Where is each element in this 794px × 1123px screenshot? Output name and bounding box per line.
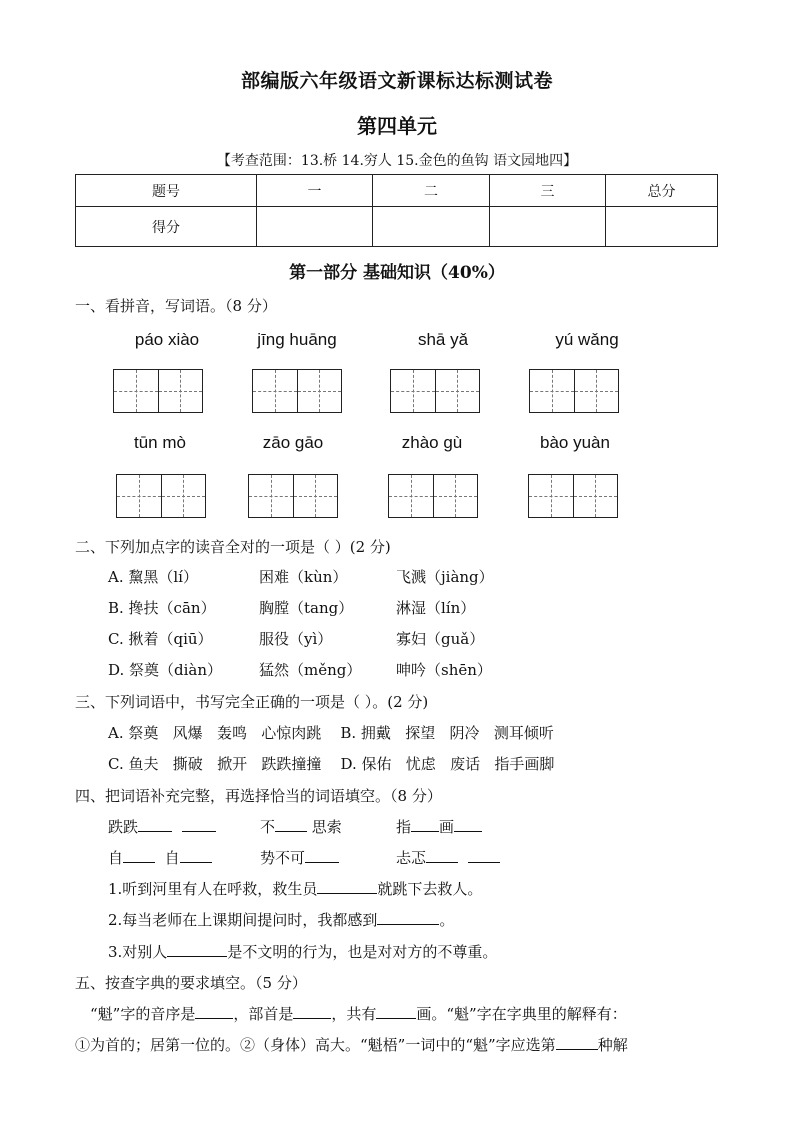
q4-word-item bbox=[260, 816, 342, 837]
q2-option-c: C. 揪着（qiū） bbox=[108, 630, 213, 648]
fill-blank[interactable] bbox=[411, 817, 439, 832]
q2-option-item: 困难（kùn） bbox=[259, 568, 348, 586]
score-table-score-row bbox=[76, 207, 718, 247]
score-input-cell[interactable] bbox=[373, 207, 490, 247]
pinyin-label: páo xiào bbox=[134, 330, 200, 349]
writing-grid[interactable] bbox=[528, 474, 618, 518]
fill-blank[interactable] bbox=[167, 942, 227, 957]
score-input-cell[interactable] bbox=[490, 207, 606, 247]
q4-word-text: 自 bbox=[108, 849, 124, 867]
writing-grid[interactable] bbox=[116, 474, 206, 518]
score-table-header-row bbox=[76, 175, 718, 207]
part-one-heading: 第一部分 基础知识（40%） bbox=[289, 263, 505, 283]
q5-text: 画。“魁”字在字典里的解释有： bbox=[416, 1005, 627, 1023]
q4-word-text: 指 bbox=[396, 818, 412, 836]
fill-blank[interactable] bbox=[180, 848, 212, 863]
q4-sentence-1 bbox=[108, 878, 482, 899]
q5-text: 种解 bbox=[597, 1036, 628, 1054]
pinyin-label: yú wǎng bbox=[555, 330, 619, 349]
q2-option-a: A. 黧黑（lí） bbox=[108, 568, 198, 586]
q4-word-item bbox=[396, 816, 482, 837]
q2-option-d: D. 祭奠（diàn） bbox=[108, 661, 223, 679]
sentence-text: 是不文明的行为，也是对对方的不尊重。 bbox=[227, 943, 498, 961]
fill-blank[interactable] bbox=[426, 848, 458, 863]
q5-text: “魁”字的音序是 bbox=[90, 1005, 196, 1023]
q4-word-item bbox=[108, 816, 216, 837]
unit-title: 第四单元 bbox=[357, 114, 437, 138]
sentence-text: 。 bbox=[439, 911, 455, 929]
writing-grid[interactable] bbox=[248, 474, 338, 518]
exam-title: 部编版六年级语文新课标达标测试卷 bbox=[240, 70, 553, 92]
q4-word-text: 跌跌 bbox=[108, 818, 139, 836]
score-table-cell: 总分 bbox=[606, 175, 718, 207]
score-input-cell[interactable] bbox=[257, 207, 373, 247]
q4-sentence-2 bbox=[108, 909, 454, 930]
q4-word-text: 势不可 bbox=[260, 849, 306, 867]
q4-word-item bbox=[108, 847, 212, 868]
pinyin-label: bào yuàn bbox=[540, 433, 610, 452]
fill-blank[interactable] bbox=[182, 817, 216, 832]
score-table-cell: 二 bbox=[373, 175, 490, 207]
q2-option-item: 飞溅（jiàng） bbox=[396, 568, 494, 586]
sentence-text: 3.对别人 bbox=[108, 943, 168, 961]
pinyin-label: zāo gāo bbox=[262, 433, 324, 452]
q3-options-ab: A. 祭奠 风爆 轰鸣 心惊肉跳 B. 拥戴 探望 阴冷 测耳倾听 bbox=[108, 724, 554, 742]
score-table-cell: 一 bbox=[257, 175, 373, 207]
q5-text: ①为首的；居第一位的。②（身体）高大。“魁梧”一词中的“魁”字应选第 bbox=[75, 1036, 556, 1054]
q5-title: 五、按查字典的要求填空。（5 分） bbox=[75, 974, 307, 992]
score-table-cell: 题号 bbox=[76, 175, 257, 207]
q2-option-item: 猛然（měng） bbox=[259, 661, 362, 679]
exam-scope: 【考查范围：13.桥 14.穷人 15.金色的鱼钩 语文园地四】 bbox=[216, 153, 578, 169]
q4-sentence-3 bbox=[108, 941, 497, 962]
q2-option-item: 寡妇（guǎ） bbox=[396, 630, 485, 648]
q4-word-text: 画 bbox=[439, 818, 455, 836]
pinyin-label: shā yǎ bbox=[417, 330, 469, 349]
fill-blank[interactable] bbox=[293, 1004, 331, 1019]
fill-blank[interactable] bbox=[275, 817, 307, 832]
pinyin-label: tūn mò bbox=[134, 433, 186, 452]
score-table-cell: 得分 bbox=[76, 207, 257, 247]
q5-line-1 bbox=[90, 1003, 627, 1024]
fill-blank[interactable] bbox=[317, 879, 377, 894]
q4-word-item bbox=[260, 847, 339, 868]
sentence-text: 1.听到河里有人在呼救，救生员 bbox=[108, 880, 318, 898]
pinyin-label: jīng huāng bbox=[257, 330, 337, 349]
q5-text: ，部首是 bbox=[233, 1005, 294, 1023]
q2-option-item: 呻吟（shēn） bbox=[396, 661, 492, 679]
q4-title: 四、把词语补充完整，再选择恰当的词语填空。（8 分） bbox=[75, 787, 442, 805]
writing-grid[interactable] bbox=[252, 369, 342, 413]
q4-word-item bbox=[396, 847, 500, 868]
fill-blank[interactable] bbox=[468, 848, 500, 863]
pinyin-label: zhào gù bbox=[401, 433, 463, 452]
q1-title: 一、看拼音，写词语。（8 分） bbox=[75, 297, 277, 315]
fill-blank[interactable] bbox=[138, 817, 172, 832]
q4-word-text: 思索 bbox=[311, 818, 342, 836]
q2-option-b: B. 搀扶（cān） bbox=[108, 599, 216, 617]
score-table-cell: 三 bbox=[490, 175, 606, 207]
fill-blank[interactable] bbox=[376, 1004, 416, 1019]
writing-grid[interactable] bbox=[388, 474, 478, 518]
q3-options-cd: C. 鱼夫 撕破 掀开 跌跌撞撞 D. 保佑 忧虑 废话 指手画脚 bbox=[108, 755, 555, 773]
fill-blank[interactable] bbox=[377, 910, 439, 925]
sentence-text: 就跳下去救人。 bbox=[377, 880, 483, 898]
score-input-cell[interactable] bbox=[606, 207, 718, 247]
q2-option-item: 胸膛（tang） bbox=[259, 599, 354, 617]
fill-blank[interactable] bbox=[195, 1004, 233, 1019]
q4-word-text: 自 bbox=[164, 849, 180, 867]
fill-blank[interactable] bbox=[305, 848, 339, 863]
score-table bbox=[75, 174, 718, 247]
q2-title: 二、下列加点字的读音全对的一项是（ ）(2 分) bbox=[75, 538, 391, 556]
q2-option-item: 服役（yì） bbox=[259, 630, 333, 648]
q5-text: ，共有 bbox=[331, 1005, 377, 1023]
q4-word-text: 忐忑 bbox=[396, 849, 427, 867]
writing-grid[interactable] bbox=[529, 369, 619, 413]
q5-line-2 bbox=[75, 1034, 628, 1055]
q2-option-item: 淋湿（lín） bbox=[396, 599, 476, 617]
q3-title: 三、下列词语中，书写完全正确的一项是（ ）。(2 分) bbox=[75, 693, 429, 711]
fill-blank[interactable] bbox=[454, 817, 482, 832]
writing-grid[interactable] bbox=[390, 369, 480, 413]
sentence-text: 2.每当老师在上课期间提问时，我都感到 bbox=[108, 911, 378, 929]
fill-blank[interactable] bbox=[556, 1035, 598, 1050]
q4-word-text: 不 bbox=[260, 818, 276, 836]
writing-grid[interactable] bbox=[113, 369, 203, 413]
fill-blank[interactable] bbox=[123, 848, 155, 863]
